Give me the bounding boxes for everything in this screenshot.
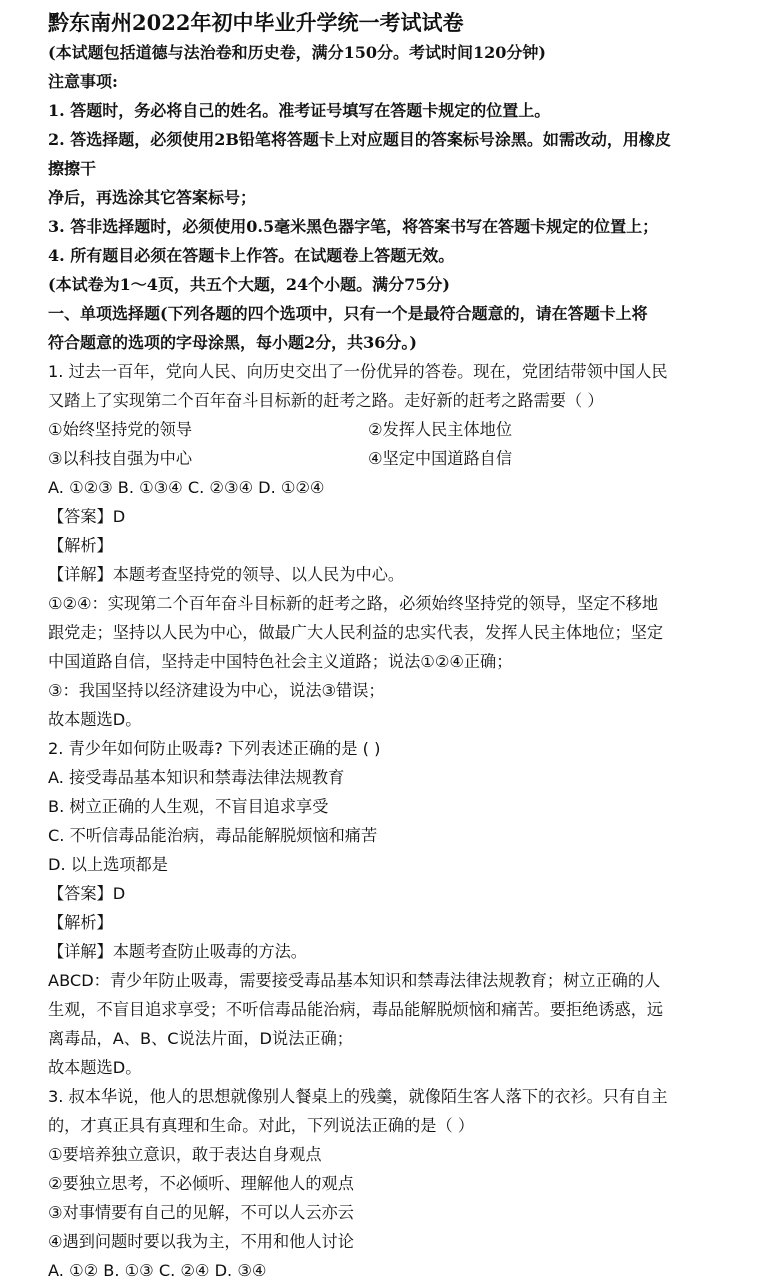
q2-detail: 【详解】本题考查防止吸毒的方法。 xyxy=(48,942,307,961)
q2-conclusion: 故本题选D。 xyxy=(48,1058,142,1077)
note-item: 4. 所有题目必须在答题卡上作答。在试题卷上答题无效。 xyxy=(48,246,455,265)
q3-option: ①要培养独立意识，敢于表达自身观点 xyxy=(48,1145,322,1164)
q1-detail: 【详解】本题考查坚持党的领导、以人民为中心。 xyxy=(48,565,405,584)
q3-stem-cont: 的，才真正具有真理和生命。对此，下列说法正确的是（ ） xyxy=(48,1116,475,1135)
q1-option: ③以科技自强为中心 xyxy=(48,449,193,468)
q1-options-row xyxy=(48,415,761,444)
q2-option-a: A. 接受毒品基本知识和禁毒法律法规教育 xyxy=(48,768,345,787)
exam-subtitle: (本试题包括道德与法治卷和历史卷，满分150分。考试时间120分钟) xyxy=(48,43,546,62)
q3-option: ③对事情要有自己的见解，不可以人云亦云 xyxy=(48,1203,354,1222)
q3-stem: 3. 叔本华说，他人的思想就像别人餐桌上的残羹，就像陌生客人落下的衣衫。只有自主 xyxy=(48,1087,668,1106)
q2-option-b: B. 树立正确的人生观，不盲目追求享受 xyxy=(48,797,329,816)
section-heading: 一、单项选择题(下列各题的四个选项中，只有一个是最符合题意的，请在答题卡上将 xyxy=(48,304,648,323)
q3-option: ④遇到问题时要以我为主，不用和他人讨论 xyxy=(48,1232,354,1251)
note-item: 净后，再选涂其它答案标号； xyxy=(48,188,257,207)
notes-heading: 注意事项: xyxy=(48,72,118,91)
page-title: 黔东南州2022年初中毕业升学统一考试试卷 xyxy=(48,10,464,35)
q3-option: ②要独立思考，不必倾听、理解他人的观点 xyxy=(48,1174,354,1193)
q1-choices: A. ①②③ B. ①③④ C. ②③④ D. ①②④ xyxy=(48,478,325,497)
note-item: 2. 答选择题，必须使用2B铅笔将答题卡上对应题目的答案标号涂黑。如需改动，用橡皮 xyxy=(48,130,671,149)
q2-answer: 【答案】D xyxy=(48,884,126,903)
q1-explanation: ①②④：实现第二个百年奋斗目标新的赶考之路，必须始终坚持党的领导，坚定不移地 xyxy=(48,594,659,613)
q1-option: ①始终坚持党的领导 xyxy=(48,420,193,439)
q2-analysis-label: 【解析】 xyxy=(48,913,113,932)
q3-choices: A. ①② B. ①③ C. ②④ D. ③④ xyxy=(48,1261,267,1280)
q1-stem: 1. 过去一百年，党向人民、向历史交出了一份优异的答卷。现在，党团结带领中国人民 xyxy=(48,362,668,381)
q2-option-d: D. 以上选项都是 xyxy=(48,855,168,874)
q1-answer: 【答案】D xyxy=(48,507,126,526)
q2-explanation: 离毒品，A、B、C说法片面，D说法正确； xyxy=(48,1029,353,1048)
q2-stem: 2. 青少年如何防止吸毒? 下列表述正确的是 ( ) xyxy=(48,739,381,758)
q1-explanation: 跟党走；坚持以人民为中心，做最广大人民利益的忠实代表，发挥人民主体地位；坚定 xyxy=(48,623,664,642)
paper-scope: (本试卷为1～4页，共五个大题，24个小题。满分75分) xyxy=(48,275,450,294)
q1-explanation: ③：我国坚持以经济建设为中心，说法③错误； xyxy=(48,681,385,700)
q1-stem-cont: 又踏上了实现第二个百年奋斗目标新的赶考之路。走好新的赶考之路需要（ ） xyxy=(48,391,604,410)
q1-option: ②发挥人民主体地位 xyxy=(368,420,513,439)
note-item: 3. 答非选择题时，必须使用0.5毫米黑色器字笔，将答案书写在答题卡规定的位置上； xyxy=(48,217,659,236)
q2-explanation: ABCD：青少年防止吸毒，需要接受毒品基本知识和禁毒法律法规教育；树立正确的人 xyxy=(48,971,661,990)
q1-explanation: 中国道路自信，坚持走中国特色社会主义道路；说法①②④正确； xyxy=(48,652,513,671)
q1-option: ④坚定中国道路自信 xyxy=(368,449,513,468)
note-item: 1. 答题时，务必将自己的姓名。准考证号填写在答题卡规定的位置上。 xyxy=(48,101,551,120)
q1-options-row xyxy=(48,444,761,473)
q1-conclusion: 故本题选D。 xyxy=(48,710,142,729)
q1-analysis-label: 【解析】 xyxy=(48,536,113,555)
q2-explanation: 生观，不盲目追求享受；不听信毒品能治病，毒品能解脱烦恼和痛苦。要拒绝诱惑，远 xyxy=(48,1000,664,1019)
note-item: 擦擦干 xyxy=(48,159,97,178)
q2-option-c: C. 不听信毒品能治病，毒品能解脱烦恼和痛苦 xyxy=(48,826,378,845)
section-heading-cont: 符合题意的选项的字母涂黑，每小题2分，共36分。) xyxy=(48,333,417,352)
